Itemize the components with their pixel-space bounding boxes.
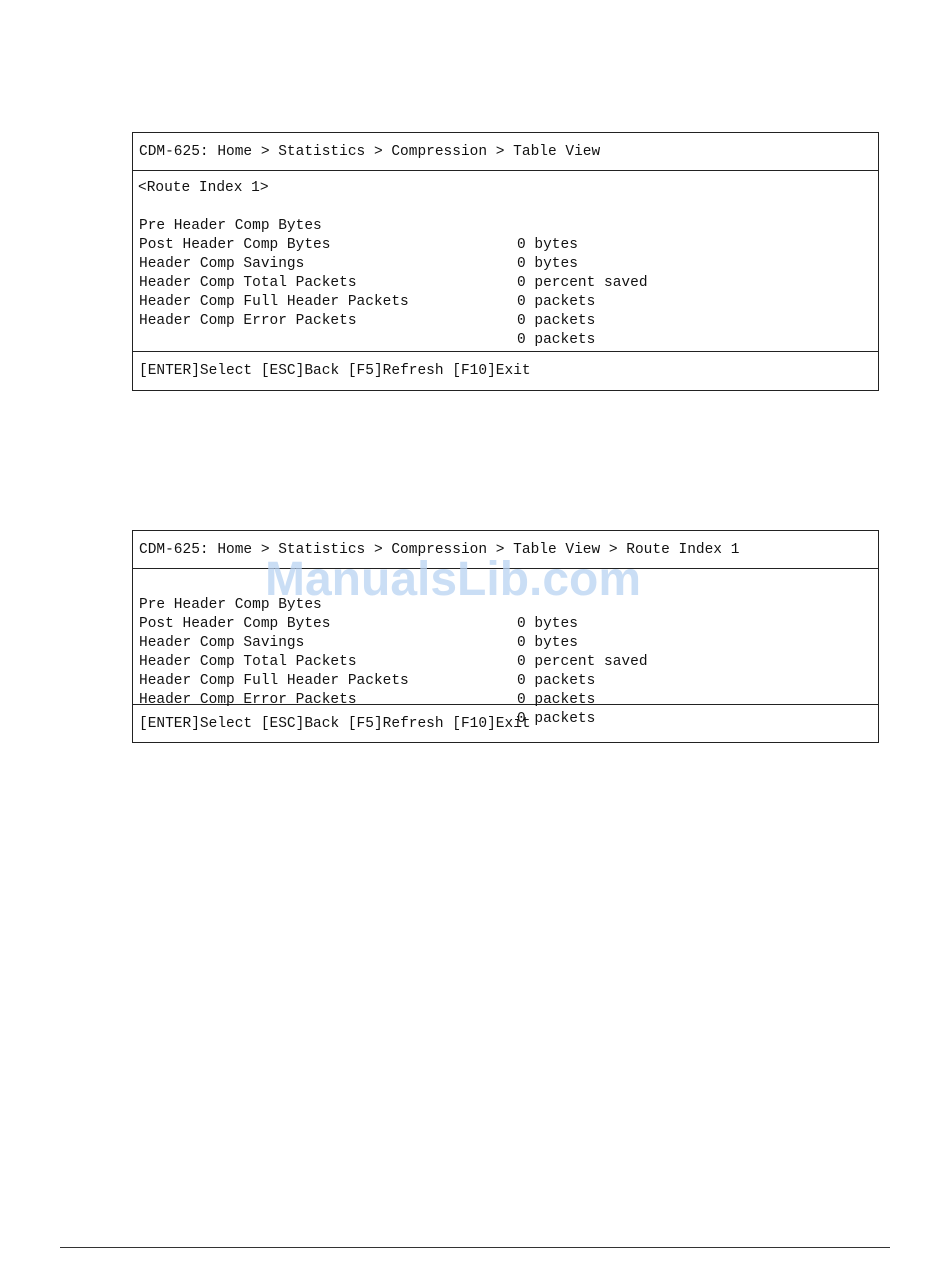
stat-label: Post Header Comp Bytes xyxy=(139,237,331,253)
stat-value: 0 bytes xyxy=(517,616,578,632)
stat-value: 0 packets xyxy=(517,313,596,329)
stat-value: 0 percent saved xyxy=(517,654,648,670)
key-help-footer xyxy=(133,352,878,390)
stat-label: Header Comp Total Packets xyxy=(139,654,357,670)
stat-label: Header Comp Savings xyxy=(139,635,305,651)
stat-label: Header Comp Full Header Packets xyxy=(139,294,409,310)
stat-row-header-comp-error-packets xyxy=(138,293,878,348)
stat-label: Header Comp Error Packets xyxy=(139,313,357,329)
f10-exit-key[interactable]: [F10]Exit xyxy=(452,716,531,732)
stat-value: 0 bytes xyxy=(517,237,578,253)
stat-value: 0 percent saved xyxy=(517,275,648,291)
breadcrumb-title: CDM-625: Home > Statistics > Compression > Table View xyxy=(133,133,878,171)
statistics-body xyxy=(133,171,878,352)
esc-back-key[interactable]: [ESC]Back xyxy=(260,363,340,379)
route-index-selector[interactable]: <Route Index 1> xyxy=(138,180,269,196)
stat-value: 0 packets xyxy=(517,332,596,348)
stat-label: Post Header Comp Bytes xyxy=(139,616,331,632)
f5-refresh-key[interactable]: [F5]Refresh xyxy=(347,716,444,732)
stat-label: Header Comp Total Packets xyxy=(139,275,357,291)
enter-select-key[interactable]: [ENTER]Select xyxy=(139,716,253,732)
stat-label: Header Comp Savings xyxy=(139,256,305,272)
page-bottom-rule xyxy=(60,1247,890,1248)
stat-value: 0 packets xyxy=(517,711,596,727)
enter-select-key[interactable]: [ENTER]Select xyxy=(139,363,253,379)
f5-refresh-key[interactable]: [F5]Refresh xyxy=(347,363,444,379)
f10-exit-key[interactable]: [F10]Exit xyxy=(452,363,531,379)
watermark: ManualsLib.com xyxy=(265,553,642,606)
stat-value: 0 packets xyxy=(517,673,596,689)
esc-back-key[interactable]: [ESC]Back xyxy=(260,716,340,732)
stat-value: 0 packets xyxy=(517,294,596,310)
key-help-footer xyxy=(133,705,878,743)
terminal-screen-route-index xyxy=(132,530,879,743)
stat-label: Header Comp Error Packets xyxy=(139,692,357,708)
breadcrumb-title: CDM-625: Home > Statistics > Compression > Table View > Route Index 1 xyxy=(133,531,878,569)
stat-label: Pre Header Comp Bytes xyxy=(139,597,322,613)
stat-label: Pre Header Comp Bytes xyxy=(139,218,322,234)
stat-value: 0 bytes xyxy=(517,635,578,651)
stat-value: 0 packets xyxy=(517,692,596,708)
stat-label: Header Comp Full Header Packets xyxy=(139,673,409,689)
stat-value: 0 bytes xyxy=(517,256,578,272)
terminal-screen-table-view xyxy=(132,132,879,391)
